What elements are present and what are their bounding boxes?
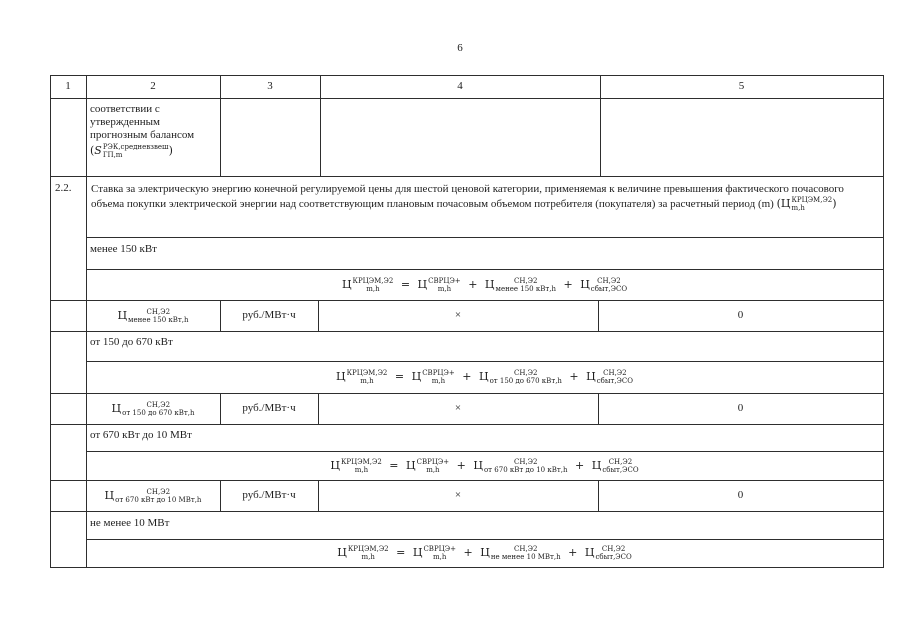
band-formula bbox=[86, 269, 883, 300]
formula-term: Ц bbox=[417, 277, 428, 291]
band-label: от 670 кВт до 10 МВт bbox=[90, 429, 192, 441]
rule bbox=[50, 331, 883, 332]
col4-cell: × bbox=[454, 402, 462, 414]
term-sup: КРЦЭМ,Э2 bbox=[347, 545, 389, 553]
param-symbol bbox=[86, 300, 220, 331]
term-sup: СН,Э2 bbox=[608, 457, 633, 466]
paren: ) bbox=[832, 197, 837, 210]
column-header-1: 1 bbox=[65, 80, 71, 92]
term-sup: КРЦЭМ,Э2 bbox=[341, 457, 382, 466]
term-sub: m,h bbox=[366, 284, 380, 293]
symbol-superscript: КРЦЭМ,Э2 bbox=[791, 196, 833, 204]
formula bbox=[336, 369, 633, 385]
band-formula bbox=[86, 451, 883, 480]
continuation-line: прогнозным балансом bbox=[90, 129, 195, 141]
symbol-base: Ц bbox=[117, 308, 128, 322]
continuation-line: соответствии с bbox=[90, 103, 160, 115]
formula-term: Ц bbox=[341, 277, 352, 291]
price-table bbox=[50, 75, 883, 567]
formula-term: Ц bbox=[473, 458, 483, 472]
term-sub: сбыт,ЭСО bbox=[596, 377, 633, 385]
term-sub: m,h bbox=[361, 553, 375, 561]
column-header-2: 2 bbox=[150, 80, 156, 92]
param-symbol bbox=[86, 480, 220, 511]
section-number: 2.2. bbox=[55, 182, 72, 194]
formula-operator: = bbox=[396, 546, 406, 559]
term-sup: СН,Э2 bbox=[597, 276, 621, 285]
formula-operator: + bbox=[563, 277, 573, 291]
term-sub: m,h bbox=[360, 377, 374, 385]
formula-term: Ц bbox=[337, 546, 347, 559]
rule bbox=[50, 75, 51, 568]
term-sup: СВРЦЭ+ bbox=[423, 545, 456, 553]
term-sub: менее 150 кВт,h bbox=[495, 284, 556, 293]
rule bbox=[50, 424, 883, 425]
rule bbox=[50, 511, 883, 512]
formula bbox=[342, 277, 627, 293]
rule bbox=[50, 567, 883, 568]
term-sup: СН,Э2 bbox=[513, 457, 538, 466]
term-sub: сбыт,ЭСО bbox=[590, 284, 628, 293]
unit-cell: руб./МВт·ч bbox=[242, 489, 296, 501]
col5-cell: 0 bbox=[737, 402, 744, 414]
formula-operator: + bbox=[468, 277, 478, 291]
term-sub: m,h bbox=[354, 465, 369, 474]
symbol-base: Ц bbox=[104, 488, 115, 502]
formula-term: Ц bbox=[411, 370, 422, 383]
formula-term: Ц bbox=[584, 546, 595, 559]
term-sup: СН,Э2 bbox=[513, 369, 538, 377]
formula-term: Ц bbox=[484, 277, 495, 291]
band-label: от 150 до 670 кВт bbox=[90, 336, 173, 348]
formula-operator: + bbox=[456, 458, 466, 472]
formula-term: Ц bbox=[406, 458, 416, 472]
col5-cell: 0 bbox=[737, 309, 744, 321]
symbol-subscript: m,h bbox=[791, 204, 805, 212]
term-sup: СН,Э2 bbox=[513, 276, 538, 285]
term-sup: СН,Э2 bbox=[513, 545, 538, 553]
term-sup: СН,Э2 bbox=[601, 545, 626, 553]
term-sub: от 670 кВт до 10 МВт,h bbox=[115, 495, 202, 504]
formula-operator: + bbox=[462, 370, 472, 383]
unit-cell: руб./МВт·ч bbox=[242, 309, 296, 321]
formula-term: Ц bbox=[478, 370, 489, 383]
band-formula bbox=[86, 361, 883, 393]
col4-cell: × bbox=[454, 489, 462, 501]
param-symbol bbox=[86, 393, 220, 424]
formula-operator: = bbox=[400, 277, 411, 291]
term-sub: сбыт,ЭСО bbox=[595, 553, 632, 561]
term-sup: СН,Э2 bbox=[603, 369, 627, 377]
symbol-subscript: ГП,m bbox=[102, 151, 123, 159]
band-label: менее 150 кВт bbox=[90, 243, 157, 255]
title-symbol bbox=[777, 197, 837, 210]
rule bbox=[883, 75, 884, 568]
formula-operator: = bbox=[394, 370, 405, 383]
formula-operator: + bbox=[569, 370, 579, 383]
continuation-line: утвержденным bbox=[90, 116, 161, 128]
continuation-text bbox=[90, 103, 218, 159]
formula-operator: + bbox=[575, 458, 585, 472]
symbol-base: S bbox=[94, 144, 102, 157]
term-sub: менее 150 кВт,h bbox=[128, 315, 189, 324]
term-sup: СВРЦЭ+ bbox=[416, 457, 450, 466]
term-sup: КРЦЭМ,Э2 bbox=[346, 369, 388, 377]
column-header-5: 5 bbox=[738, 80, 745, 92]
page-number: 6 bbox=[457, 42, 463, 54]
balance-symbol bbox=[90, 143, 218, 159]
formula-term: Ц bbox=[412, 546, 423, 559]
section-title bbox=[86, 179, 883, 215]
formula-term: Ц bbox=[330, 458, 340, 472]
rule bbox=[50, 176, 883, 177]
term-sub: от 150 до 670 кВт,h bbox=[489, 377, 562, 385]
term-sup: СН,Э2 bbox=[146, 307, 171, 316]
term-sub: m,h bbox=[437, 284, 452, 293]
term-sup: СН,Э2 bbox=[146, 400, 171, 409]
term-sub: m,h bbox=[433, 553, 447, 561]
term-sub: m,h bbox=[426, 465, 440, 474]
column-header-4: 4 bbox=[457, 80, 463, 92]
rule bbox=[50, 98, 883, 99]
section-title-text: Ставка за электрическую энергию конечной регулируемой цены для шестой ценовой категории, применяемая к величине превышения фактического почасового объема покупки электрической энергии над соответствующим плановым почасовым объемом потребителя (покупателя) за расчетный период (m) bbox=[91, 183, 844, 210]
formula-operator: + bbox=[463, 546, 473, 559]
symbol-base: Ц bbox=[780, 197, 791, 210]
symbol-superscript: РЭК,средневзвеш bbox=[102, 143, 169, 151]
formula bbox=[330, 458, 638, 474]
column-header-3: 3 bbox=[267, 80, 273, 92]
formula-operator: = bbox=[389, 458, 399, 472]
rule bbox=[86, 237, 883, 238]
paren: ) bbox=[168, 144, 173, 157]
formula-term: Ц bbox=[586, 370, 596, 383]
band-label: не менее 10 МВт bbox=[90, 517, 170, 529]
formula-term: Ц bbox=[336, 370, 346, 383]
formula bbox=[337, 545, 632, 561]
formula-term: Ц bbox=[591, 458, 602, 472]
col4-cell: × bbox=[454, 309, 462, 321]
term-sub: не менее 10 МВт,h bbox=[490, 553, 561, 561]
term-sub: от 150 до 670 кВт,h bbox=[122, 408, 195, 417]
term-sub: сбыт,ЭСО bbox=[602, 465, 639, 474]
band-formula bbox=[86, 539, 883, 567]
col5-cell: 0 bbox=[737, 489, 744, 501]
term-sub: от 670 кВт до 10 кВт,h bbox=[483, 465, 568, 474]
unit-cell: руб./МВт·ч bbox=[242, 402, 296, 414]
formula-operator: + bbox=[568, 546, 578, 559]
term-sup: КРЦЭМ,Э2 bbox=[352, 276, 394, 285]
formula-term: Ц bbox=[480, 546, 490, 559]
term-sup: СВРЦЭ+ bbox=[428, 276, 461, 285]
paren: ( bbox=[90, 144, 95, 157]
term-sub: m,h bbox=[431, 377, 446, 385]
symbol-base: Ц bbox=[111, 401, 122, 415]
paren: ( bbox=[776, 197, 781, 210]
term-sup: СН,Э2 bbox=[146, 487, 171, 496]
formula-term: Ц bbox=[580, 277, 590, 291]
term-sup: СВРЦЭ+ bbox=[422, 369, 455, 377]
